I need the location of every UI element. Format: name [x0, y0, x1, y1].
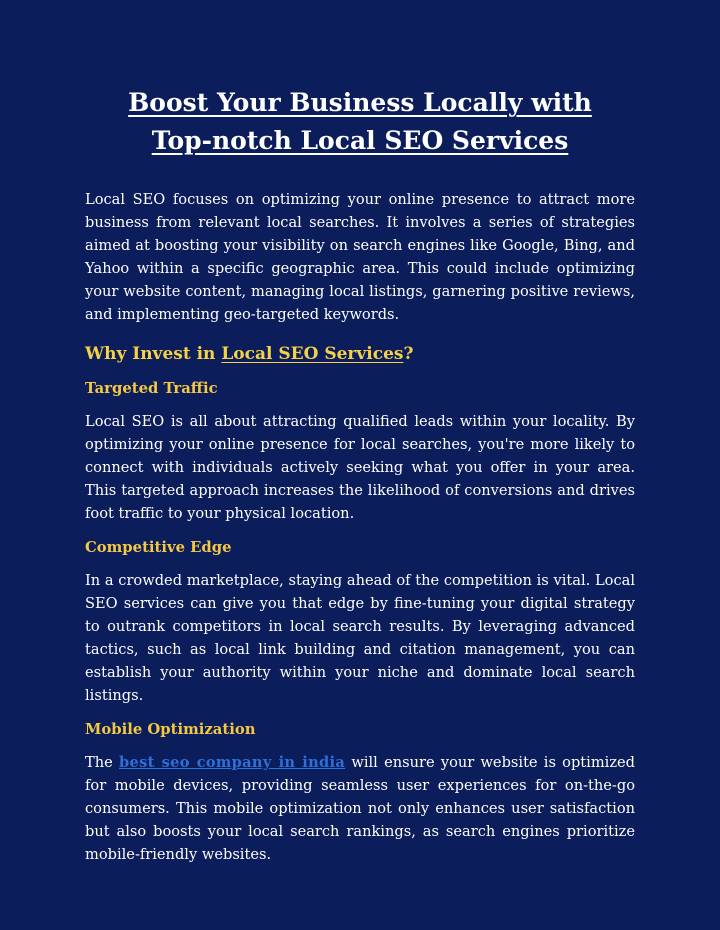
mobile-optimization-heading: Mobile Optimization [85, 721, 256, 738]
section-targeted-traffic [85, 378, 635, 525]
intro-paragraph: Local SEO focuses on optimizing your online presence to attract more business from relevant local searches. It involves a series of strategies aimed at boosting your visibility on search engines like Google, Bing, and Yahoo within a specific geographic area. This could include optimizing your website content, managing local listings, garnering positive reviews, and implementing geo-targeted keywords. [85, 191, 635, 323]
why-invest-heading-suffix: ? [403, 344, 414, 364]
page-title: Boost Your Business Locally with Top-notch Local SEO Services [128, 88, 592, 155]
section-competitive-edge [85, 537, 635, 707]
mobile-optimization-body-prefix: The [85, 754, 119, 771]
best-seo-company-link[interactable]: best seo company in india [119, 754, 346, 771]
mobile-optimization-body-suffix: will ensure your website is optimized for mobile devices, providing seamless user experiences for on-the-go consumers. This mobile optimization not only enhances user satisfaction but also boosts your local search rankings, as search engines prioritize mobile-friendly websites. [85, 754, 635, 863]
section-mobile-optimization [85, 719, 635, 866]
targeted-traffic-body: Local SEO is all about attracting qualified leads within your locality. By optimizing your online presence for local searches, you're more likely to connect with individuals actively seeking what you offer in your area. This targeted approach increases the likelihood of conversions and drives foot traffic to your physical location. [85, 413, 635, 522]
targeted-traffic-heading: Targeted Traffic [85, 380, 218, 397]
why-invest-heading-prefix: Why Invest in [85, 344, 222, 364]
competitive-edge-body: In a crowded marketplace, staying ahead of the competition is vital. Local SEO services can give you that edge by fine-tuning your digital strategy to outrank competitors in local search results. By leveraging advanced tactics, such as local link building and citation management, you can establish your authority within your niche and dominate local search listings. [85, 572, 635, 704]
why-invest-heading [85, 342, 635, 366]
local-seo-services-link[interactable]: Local SEO Services [221, 344, 404, 364]
competitive-edge-heading: Competitive Edge [85, 539, 232, 556]
mobile-optimization-body [85, 751, 635, 866]
